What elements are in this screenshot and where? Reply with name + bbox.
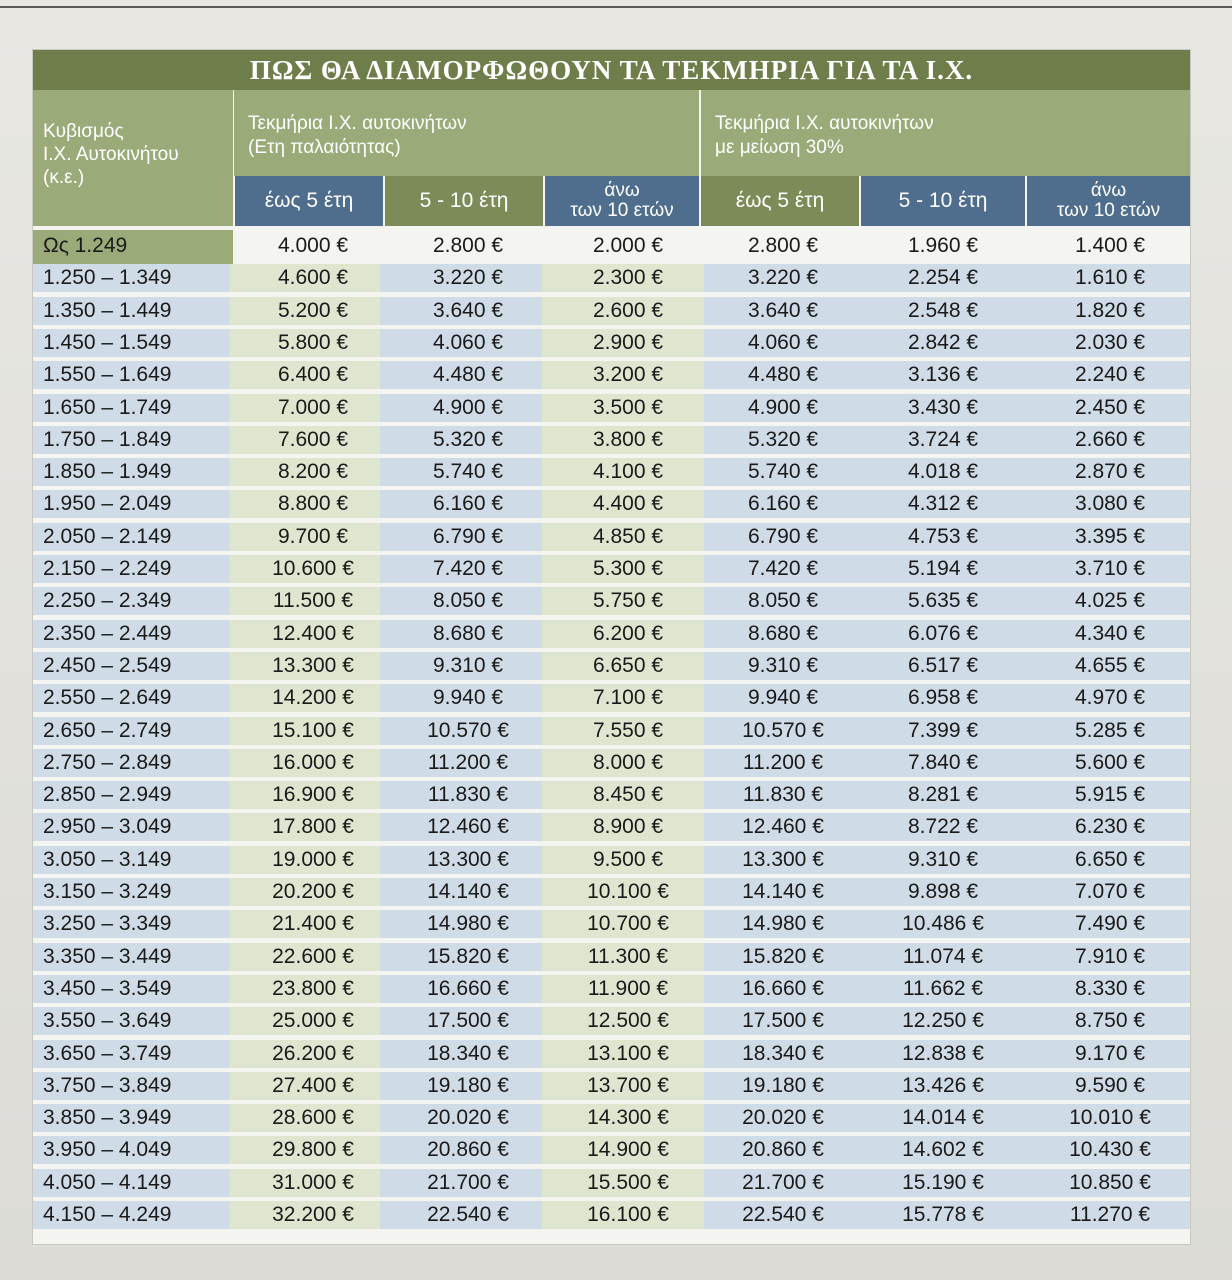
cell-amount: 1.610 € (1074, 266, 1146, 290)
cell-amount: 9.310 € (907, 847, 979, 871)
cell-engine-range: 3.650 – 3.749 (43, 1041, 172, 1065)
table-row (33, 1134, 1190, 1166)
cell-amount: 5.300 € (592, 557, 664, 580)
cell-amount: 32.200 € (272, 1203, 354, 1226)
cell-engine-range: 3.150 – 3.249 (43, 880, 172, 903)
cell-amount: 19.180 € (427, 1073, 509, 1097)
cell-amount: 11.662 € (902, 976, 984, 1000)
cell-amount: 7.420 € (747, 557, 819, 580)
cell-amount: 3.800 € (592, 427, 664, 451)
table-row (33, 230, 1190, 262)
cell-amount: 10.430 € (1069, 1138, 1151, 1162)
cell-amount: 11.270 € (1069, 1203, 1151, 1226)
cell-amount: 9.940 € (747, 686, 819, 710)
cell-amount: 6.160 € (432, 492, 504, 516)
subheader-line: των 10 ετών (1056, 200, 1161, 221)
table-row (33, 1038, 1190, 1070)
cell-amount: 9.700 € (277, 524, 349, 548)
cell-amount: 3.640 € (432, 298, 504, 322)
cell-engine-range: 2.350 – 2.449 (43, 621, 172, 645)
table-row (33, 844, 1190, 876)
cell-amount: 6.790 € (747, 524, 819, 548)
cell-engine-range: 3.950 – 4.049 (43, 1138, 172, 1162)
cell-amount: 3.710 € (1074, 557, 1146, 580)
cell-amount: 9.500 € (592, 847, 664, 871)
cell-amount: 2.800 € (747, 234, 819, 257)
cell-amount: 8.680 € (432, 621, 504, 645)
cell-amount: 4.970 € (1074, 686, 1146, 710)
cell-amount: 14.980 € (742, 912, 824, 936)
cell-amount: 11.830 € (427, 783, 509, 807)
cell-amount: 1.400 € (1074, 234, 1146, 257)
cell-engine-range: 3.250 – 3.349 (43, 912, 172, 936)
cell-amount: 15.820 € (742, 944, 824, 968)
cell-engine-range: 2.250 – 2.349 (43, 589, 172, 613)
cell-amount: 6.076 € (907, 621, 979, 645)
cell-amount: 10.486 € (902, 912, 984, 936)
cell-amount: 8.450 € (592, 783, 664, 807)
cell-amount: 2.240 € (1074, 363, 1146, 387)
table-row (33, 359, 1190, 391)
cell-amount: 4.753 € (907, 524, 979, 548)
cell-engine-range: 3.450 – 3.549 (43, 976, 172, 1000)
cell-amount: 13.426 € (902, 1073, 984, 1097)
cell-amount: 5.285 € (1074, 718, 1146, 742)
table-row (33, 682, 1190, 714)
cell-amount: 12.838 € (902, 1041, 984, 1065)
cell-engine-range: 2.450 – 2.549 (43, 653, 172, 677)
subheader-5-10: 5 - 10 έτη (383, 176, 543, 226)
cell-amount: 15.778 € (902, 1203, 984, 1226)
cell-amount: 4.480 € (747, 363, 819, 387)
cell-amount: 3.724 € (907, 427, 979, 451)
cell-engine-range: 2.050 – 2.149 (43, 524, 172, 548)
cell-amount: 20.860 € (742, 1138, 824, 1162)
cell-amount: 16.900 € (272, 783, 354, 807)
table-row (33, 488, 1190, 520)
cell-amount: 8.800 € (277, 492, 349, 516)
cell-amount: 10.100 € (587, 880, 669, 903)
cell-amount: 9.170 € (1074, 1041, 1146, 1065)
cell-amount: 14.200 € (272, 686, 354, 710)
table-row (33, 521, 1190, 553)
cell-amount: 8.200 € (277, 460, 349, 484)
cell-amount: 5.800 € (277, 330, 349, 354)
cell-amount: 9.898 € (907, 880, 979, 903)
table-row (33, 876, 1190, 908)
table-row (33, 1167, 1190, 1199)
cell-amount: 5.740 € (432, 460, 504, 484)
cell-amount: 4.025 € (1074, 589, 1146, 613)
cell-amount: 4.100 € (592, 460, 664, 484)
cell-amount: 20.200 € (272, 880, 354, 903)
cell-amount: 12.460 € (427, 815, 509, 839)
cell-amount: 18.340 € (742, 1041, 824, 1065)
cell-amount: 21.700 € (427, 1170, 509, 1194)
cell-engine-range: 1.650 – 1.749 (43, 395, 172, 419)
cell-amount: 16.000 € (272, 750, 354, 774)
subheader-line: άνω (604, 180, 640, 201)
cell-amount: 2.900 € (592, 330, 664, 354)
cell-amount: 21.400 € (272, 912, 354, 936)
cell-amount: 11.830 € (742, 783, 824, 807)
cell-amount: 9.940 € (432, 686, 504, 710)
cell-amount: 14.602 € (902, 1138, 984, 1162)
cell-amount: 3.136 € (907, 363, 979, 387)
cell-amount: 8.050 € (747, 589, 819, 613)
cell-amount: 8.680 € (747, 621, 819, 645)
subheader-over-10 (543, 176, 699, 226)
cell-amount: 5.750 € (592, 589, 664, 613)
cell-amount: 3.430 € (907, 395, 979, 419)
cell-amount: 7.840 € (907, 750, 979, 774)
table-row (33, 941, 1190, 973)
cell-amount: 13.300 € (272, 653, 354, 677)
cell-amount: 4.600 € (277, 266, 349, 290)
table-row (33, 1070, 1190, 1102)
cell-engine-range: 1.850 – 1.949 (43, 460, 172, 484)
cell-amount: 4.060 € (747, 330, 819, 354)
header-line: (κ.ε.) (43, 167, 85, 188)
cell-amount: 27.400 € (272, 1073, 354, 1097)
cell-amount: 7.600 € (277, 427, 349, 451)
cell-engine-range: 1.550 – 1.649 (43, 363, 172, 387)
cell-amount: 8.281 € (907, 783, 979, 807)
cell-amount: 22.540 € (742, 1203, 824, 1226)
cell-amount: 2.600 € (592, 298, 664, 322)
cell-amount: 18.340 € (427, 1041, 509, 1065)
cell-amount: 22.600 € (272, 944, 354, 968)
cell-amount: 5.194 € (907, 557, 979, 580)
cell-amount: 6.790 € (432, 524, 504, 548)
cell-amount: 10.850 € (1069, 1170, 1151, 1194)
cell-amount: 8.330 € (1074, 976, 1146, 1000)
cell-engine-range: 4.150 – 4.249 (43, 1203, 172, 1226)
cell-amount: 1.960 € (907, 234, 979, 257)
cell-amount: 14.980 € (427, 912, 509, 936)
table-row (33, 424, 1190, 456)
cell-amount: 5.740 € (747, 460, 819, 484)
cell-amount: 2.450 € (1074, 395, 1146, 419)
cell-amount: 2.000 € (592, 234, 664, 257)
page-rule (0, 6, 1232, 8)
cell-engine-range: 2.950 – 3.049 (43, 815, 172, 839)
cell-amount: 15.500 € (587, 1170, 669, 1194)
tax-presumption-table (33, 50, 1190, 1244)
cell-amount: 10.570 € (427, 718, 509, 742)
cell-engine-range: 2.850 – 2.949 (43, 783, 172, 807)
cell-amount: 8.050 € (432, 589, 504, 613)
subheader-up-to-5: έως 5 έτη (233, 176, 383, 226)
cell-amount: 20.020 € (742, 1106, 824, 1130)
table-row (33, 1102, 1190, 1134)
cell-amount: 6.958 € (907, 686, 979, 710)
cell-amount: 13.100 € (587, 1041, 669, 1065)
cell-amount: 19.180 € (742, 1073, 824, 1097)
cell-amount: 2.800 € (432, 234, 504, 257)
table-row (33, 650, 1190, 682)
cell-engine-range: 1.950 – 2.049 (43, 492, 172, 516)
cell-amount: 2.870 € (1074, 460, 1146, 484)
cell-engine-range: 1.450 – 1.549 (43, 330, 172, 354)
cell-amount: 8.750 € (1074, 1009, 1146, 1033)
cell-engine-range: 3.050 – 3.149 (43, 847, 172, 871)
cell-amount: 2.254 € (907, 266, 979, 290)
cell-amount: 8.900 € (592, 815, 664, 839)
cell-amount: 21.700 € (742, 1170, 824, 1194)
cell-amount: 6.400 € (277, 363, 349, 387)
cell-amount: 11.500 € (272, 589, 354, 613)
cell-amount: 11.200 € (427, 750, 509, 774)
cell-amount: 10.570 € (742, 718, 824, 742)
header-line: (Ετη παλαιότητας) (248, 137, 401, 158)
cell-amount: 17.800 € (272, 815, 354, 839)
table-row (33, 585, 1190, 617)
cell-amount: 10.700 € (587, 912, 669, 936)
cell-engine-range: 3.750 – 3.849 (43, 1073, 172, 1097)
table-row (33, 553, 1190, 585)
cell-amount: 6.230 € (1074, 815, 1146, 839)
cell-amount: 2.300 € (592, 266, 664, 290)
table-row (33, 811, 1190, 843)
cell-engine-range: 1.250 – 1.349 (43, 266, 172, 290)
cell-amount: 17.500 € (427, 1009, 509, 1033)
cell-amount: 9.590 € (1074, 1073, 1146, 1097)
cell-amount: 5.320 € (747, 427, 819, 451)
header-line: Ι.Χ. Αυτοκινήτου (43, 144, 179, 165)
cell-amount: 22.540 € (427, 1203, 509, 1226)
cell-amount: 13.300 € (742, 847, 824, 871)
cell-amount: 6.160 € (747, 492, 819, 516)
cell-amount: 11.900 € (587, 976, 669, 1000)
cell-amount: 16.660 € (427, 976, 509, 1000)
cell-amount: 7.070 € (1074, 880, 1146, 903)
cell-amount: 7.399 € (907, 718, 979, 742)
table-row (33, 715, 1190, 747)
cell-amount: 14.140 € (742, 880, 824, 903)
cell-amount: 6.650 € (592, 653, 664, 677)
table-row (33, 618, 1190, 650)
header-line: Τεκμήρια Ι.Χ. αυτοκινήτων (715, 113, 934, 134)
cell-amount: 11.200 € (742, 750, 824, 774)
table-row (33, 1005, 1190, 1037)
cell-engine-range: 3.350 – 3.449 (43, 944, 172, 968)
cell-amount: 4.480 € (432, 363, 504, 387)
table-row (33, 747, 1190, 779)
cell-amount: 14.014 € (902, 1106, 984, 1130)
cell-amount: 3.220 € (432, 266, 504, 290)
cell-engine-range: 2.750 – 2.849 (43, 750, 172, 774)
table-row (33, 392, 1190, 424)
table-row (33, 327, 1190, 359)
cell-amount: 2.660 € (1074, 427, 1146, 451)
cell-amount: 15.820 € (427, 944, 509, 968)
table-row (33, 1199, 1190, 1231)
cell-engine-range: 2.550 – 2.649 (43, 686, 172, 710)
cell-amount: 31.000 € (272, 1170, 354, 1194)
cell-amount: 14.140 € (427, 880, 509, 903)
cell-amount: 5.200 € (277, 298, 349, 322)
cell-engine-range: 2.150 – 2.249 (43, 557, 172, 580)
header-line: Κυβισμός (43, 121, 124, 142)
cell-amount: 17.500 € (742, 1009, 824, 1033)
cell-amount: 25.000 € (272, 1009, 354, 1033)
cell-amount: 7.000 € (277, 395, 349, 419)
cell-amount: 5.600 € (1074, 750, 1146, 774)
cell-amount: 3.220 € (747, 266, 819, 290)
cell-amount: 5.915 € (1074, 783, 1146, 807)
cell-amount: 11.300 € (587, 944, 669, 968)
cell-engine-range: 2.650 – 2.749 (43, 718, 172, 742)
table-row (33, 908, 1190, 940)
cell-amount: 15.100 € (272, 718, 354, 742)
cell-amount: 19.000 € (272, 847, 354, 871)
cell-amount: 6.200 € (592, 621, 664, 645)
cell-amount: 8.722 € (907, 815, 979, 839)
cell-amount: 16.100 € (587, 1203, 669, 1226)
cell-amount: 4.018 € (907, 460, 979, 484)
cell-amount: 6.650 € (1074, 847, 1146, 871)
cell-amount: 12.400 € (272, 621, 354, 645)
cell-amount: 13.700 € (587, 1073, 669, 1097)
cell-amount: 5.635 € (907, 589, 979, 613)
cell-amount: 14.900 € (587, 1138, 669, 1162)
header-group-reduced-presumptions (699, 90, 1190, 176)
cell-amount: 6.517 € (907, 653, 979, 677)
cell-amount: 2.548 € (907, 298, 979, 322)
cell-amount: 9.310 € (432, 653, 504, 677)
cell-amount: 7.100 € (592, 686, 664, 710)
cell-amount: 2.842 € (907, 330, 979, 354)
subheader-reduced-over-10 (1025, 176, 1190, 226)
table-row (33, 973, 1190, 1005)
cell-amount: 5.320 € (432, 427, 504, 451)
table-title: ΠΩΣ ΘΑ ΔΙΑΜΟΡΦΩΘΟΥΝ ΤΑ ΤΕΚΜΗΡΙΑ ΓΙΑ ΤΑ Ι.Χ. (33, 50, 1190, 90)
cell-amount: 3.080 € (1074, 492, 1146, 516)
cell-amount: 3.500 € (592, 395, 664, 419)
cell-engine-range: 4.050 – 4.149 (43, 1170, 172, 1194)
cell-amount: 26.200 € (272, 1041, 354, 1065)
cell-amount: 12.500 € (587, 1009, 669, 1033)
cell-amount: 23.800 € (272, 976, 354, 1000)
cell-amount: 7.550 € (592, 718, 664, 742)
cell-amount: 16.660 € (742, 976, 824, 1000)
cell-amount: 14.300 € (587, 1106, 669, 1130)
cell-amount: 7.420 € (432, 557, 504, 580)
subheader-reduced-5-10: 5 - 10 έτη (859, 176, 1025, 226)
cell-amount: 4.340 € (1074, 621, 1146, 645)
header-group-presumptions (233, 90, 699, 176)
cell-amount: 4.400 € (592, 492, 664, 516)
cell-amount: 11.074 € (902, 944, 984, 968)
cell-amount: 29.800 € (272, 1138, 354, 1162)
cell-amount: 9.310 € (747, 653, 819, 677)
cell-engine-range: Ως 1.249 (43, 234, 128, 257)
cell-amount: 3.640 € (747, 298, 819, 322)
cell-amount: 4.850 € (592, 524, 664, 548)
header-line: Τεκμήρια Ι.Χ. αυτοκινήτων (248, 113, 467, 134)
table-row (33, 456, 1190, 488)
cell-amount: 20.860 € (427, 1138, 509, 1162)
cell-engine-range: 1.350 – 1.449 (43, 298, 172, 322)
subheader-line: άνω (1090, 180, 1127, 201)
cell-amount: 10.600 € (272, 557, 354, 580)
cell-amount: 1.820 € (1074, 298, 1146, 322)
cell-amount: 4.000 € (277, 234, 349, 257)
cell-amount: 4.655 € (1074, 653, 1146, 677)
header-line: με μείωση 30% (715, 137, 844, 158)
cell-amount: 4.312 € (907, 492, 979, 516)
cell-amount: 7.910 € (1074, 944, 1146, 968)
cell-amount: 13.300 € (427, 847, 509, 871)
cell-amount: 7.490 € (1074, 912, 1146, 936)
cell-engine-range: 1.750 – 1.849 (43, 427, 172, 451)
cell-amount: 3.395 € (1074, 524, 1146, 548)
cell-amount: 15.190 € (902, 1170, 984, 1194)
cell-amount: 20.020 € (427, 1106, 509, 1130)
cell-engine-range: 3.550 – 3.649 (43, 1009, 172, 1033)
cell-amount: 3.200 € (592, 363, 664, 387)
cell-engine-range: 3.850 – 3.949 (43, 1106, 172, 1130)
cell-amount: 4.060 € (432, 330, 504, 354)
cell-amount: 4.900 € (747, 395, 819, 419)
subheader-reduced-up-to-5: έως 5 έτη (699, 176, 859, 226)
table-row (33, 262, 1190, 294)
cell-amount: 2.030 € (1074, 330, 1146, 354)
cell-amount: 10.010 € (1069, 1106, 1151, 1130)
cell-amount: 8.000 € (592, 750, 664, 774)
cell-amount: 12.460 € (742, 815, 824, 839)
cell-amount: 28.600 € (272, 1106, 354, 1130)
table-row (33, 779, 1190, 811)
table-row (33, 295, 1190, 327)
subheader-line: των 10 ετών (570, 200, 674, 221)
cell-amount: 12.250 € (902, 1009, 984, 1033)
cell-amount: 4.900 € (432, 395, 504, 419)
